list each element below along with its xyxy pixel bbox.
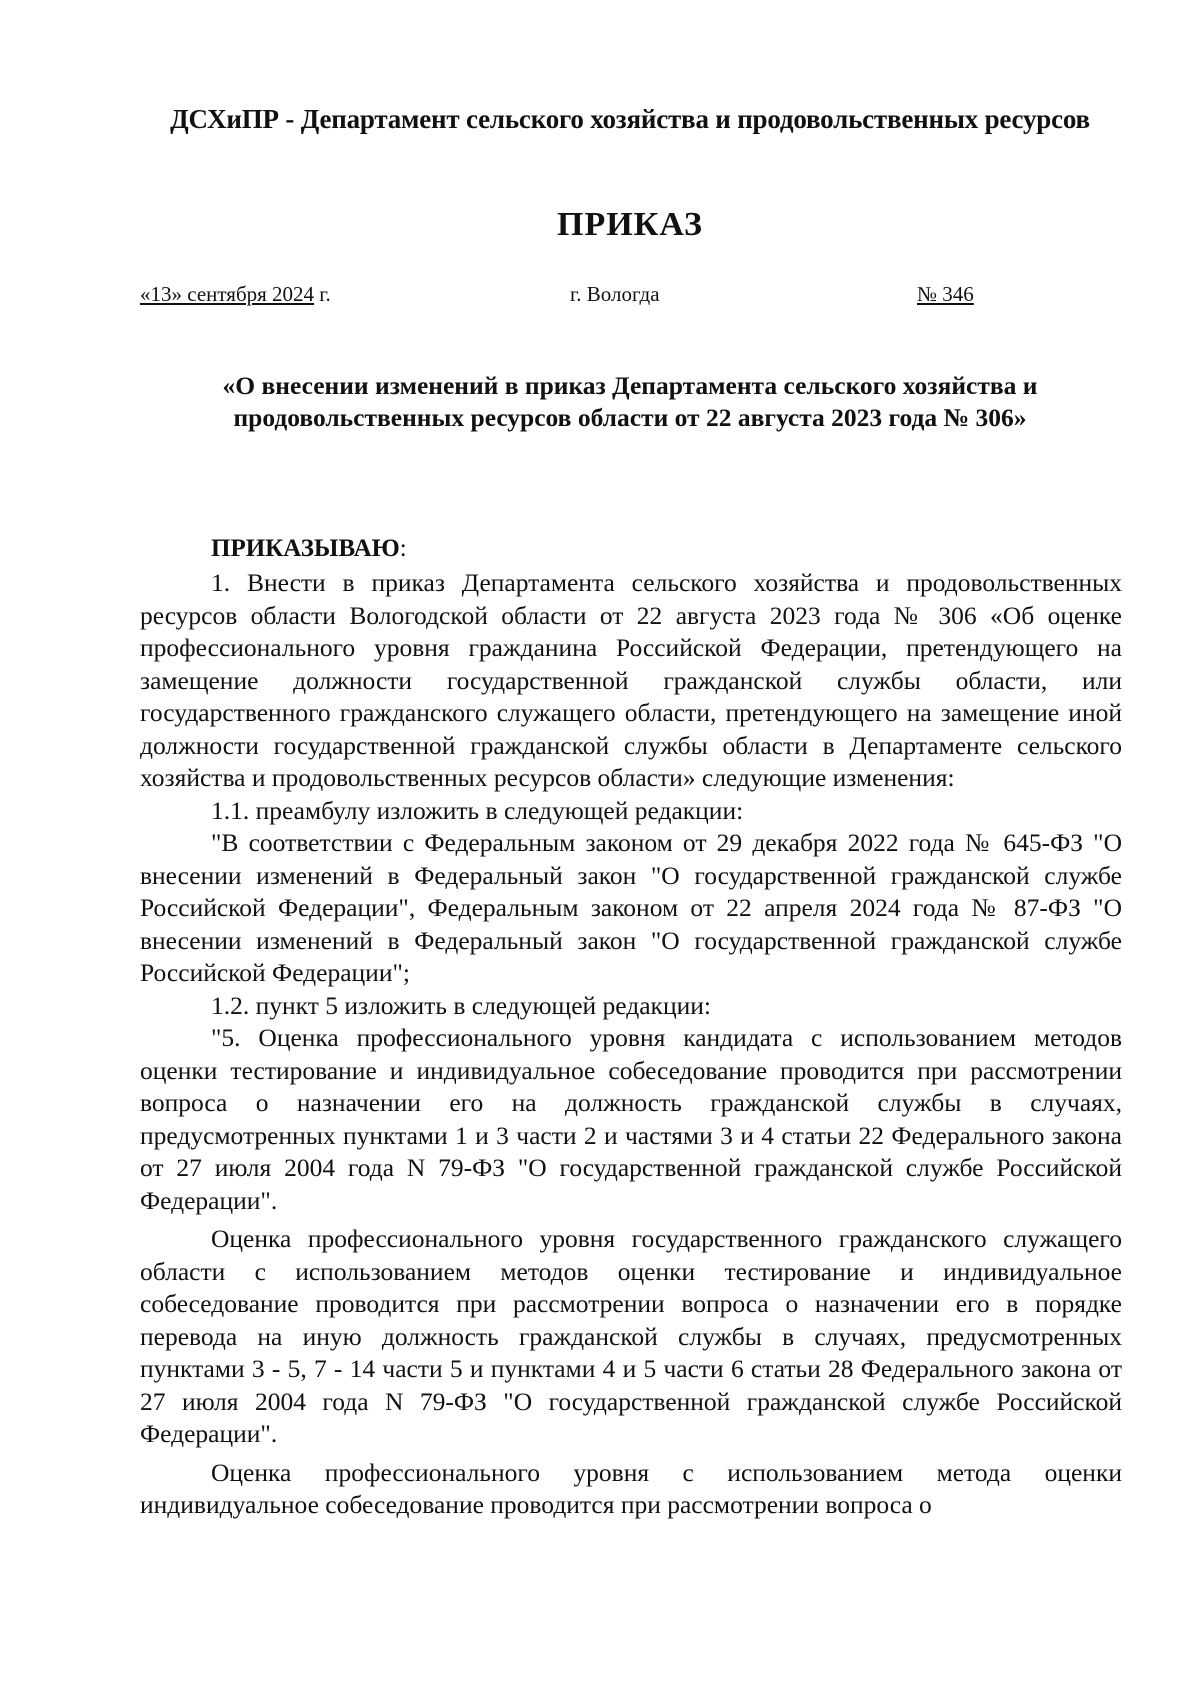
paragraph-1-1: 1.1. преамбулу изложить в следующей редакции: (211, 795, 744, 825)
document-date (140, 282, 331, 307)
document-title: ПРИКАЗ (557, 206, 703, 243)
document-body (140, 567, 1122, 1522)
paragraph-1: 1. Внести в приказ Департамента сельского хозяйства и продовольственных ресурсов области Вологодской области от 22 августа 2023 года № 306 «Об оценке профессионального уровня гражданина Российской Федерации, претендующего на замещение должности государственной гражданской службы области, или государственного гражданского служащего области, претендующего на замещение иной должности государственной гражданской службы области в Департаменте сельского хозяйства и продовольственных ресурсов области» следующие изменения: (140, 568, 1122, 792)
paragraph-assessment-transfer: Оценка профессионального уровня государственного гражданского служащего области с использованием методов оценки тестирование и индивидуальное собеседование проводится при рассмотрении вопроса о назначении его в порядке перевода на иную должность гражданской службы в случаях, предусмотренных пунктами 3 - 5, 7 - 14 части 5 и пунктами 4 и 5 части 6 статьи 28 Федерального закона от 27 июля 2004 года N 79-ФЗ "О государственной гражданской службе Российской Федерации". (140, 1224, 1122, 1448)
document-number: № 346 (917, 282, 974, 306)
order-word-colon: : (399, 535, 407, 562)
order-word-text: ПРИКАЗЫВАЮ (211, 535, 400, 562)
order-word (211, 535, 407, 563)
document-date-value: «13» сентября 2024 (140, 282, 315, 306)
paragraph-1-2: 1.2. пункт 5 изложить в следующей редакции: (211, 990, 711, 1020)
paragraph-item-5: "5. Оценка профессионального уровня кандидата с использованием методов оценки тестирование и индивидуальное собеседование проводится при рассмотрении вопроса о назначении его на должность гражданской службы в случаях, предусмотренных пунктами 1 и 3 части 2 и частями 3 и 4 статьи 22 Федерального закона от 27 июля 2004 года N 79-ФЗ "О государственной гражданской службе Российской Федерации". (140, 1023, 1122, 1215)
paragraph-assessment-interview: Оценка профессионального уровня с использованием метода оценки индивидуальное собеседование проводится при рассмотрении вопроса о (140, 1457, 1122, 1519)
document-meta-row (140, 282, 1120, 314)
document-subject: «О внесении изменений в приказ Департамента сельского хозяйства и продовольственных ресурсов области от 22 августа 2023 года № 306» (222, 371, 1038, 432)
organization-header: ДСХиПР - Департамент сельского хозяйства и продовольственных ресурсов (170, 104, 1090, 134)
paragraph-preamble: "В соответствии с Федеральным законом от 29 декабря 2022 года № 645-ФЗ "О внесении изменений в Федеральный закон "О государственной гражданской службе Российской Федерации", Федеральным законом от 22 апреля 2024 года № 87-ФЗ "О внесении изменений в Федеральный закон "О государственной гражданской службе Российской Федерации"; (140, 828, 1122, 987)
document-date-suffix: г. (314, 282, 331, 306)
document-city: г. Вологда (570, 282, 660, 306)
